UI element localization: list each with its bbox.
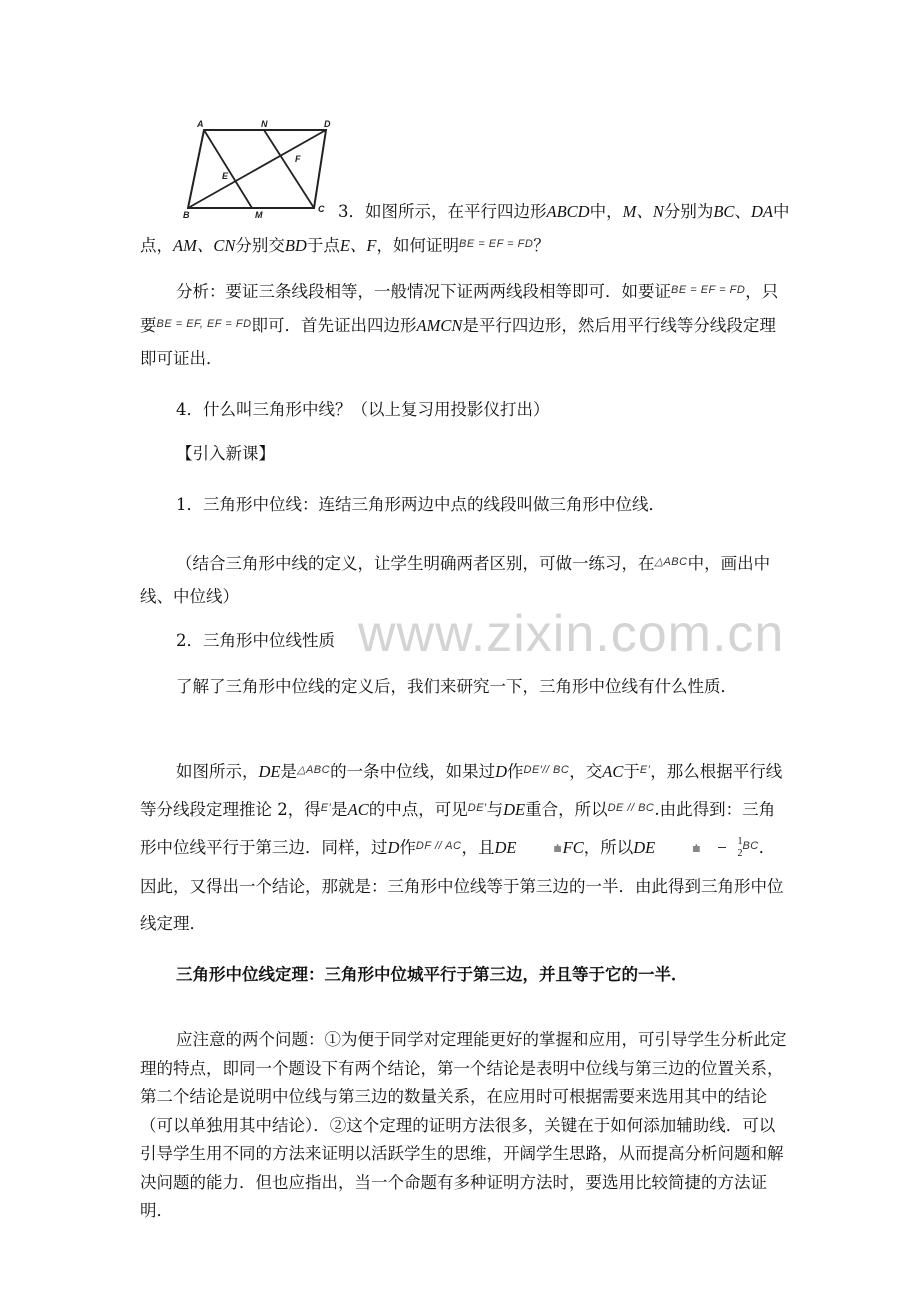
math-be-ef-fd: BE = EF = FD <box>459 238 534 250</box>
label-d: D <box>324 119 331 129</box>
parallel-equal-symbol: ⩧ <box>553 841 562 857</box>
math-de-prime-parallel-bc: DE′// BC <box>523 764 570 776</box>
definition-midline: 1．三角形中位线：连结三角形两边中点的线段叫做三角形中位线． <box>176 495 665 514</box>
section-title: 【引入新课】 <box>176 444 275 463</box>
math-df-parallel-ac: DF // AC <box>415 840 462 852</box>
math-bc: BC <box>742 840 759 852</box>
math-de-parallel-bc: DE // BC <box>607 802 655 814</box>
property-title: 2．三角形中位线性质 <box>176 631 335 650</box>
math-triangle-abc: △ABC <box>654 556 688 568</box>
label-a: A <box>197 119 204 129</box>
math-de-prime: DE′ <box>467 802 487 814</box>
watermark: www.zixin.com.cn <box>358 605 785 663</box>
theorem-statement: 三角形中位线定理：三角形中位城平行于第三边，并且等于它的一半． <box>176 965 688 984</box>
proof-paragraph: 如图所示，DE是$^{\triangle ABC}$的一条中位线，如果过D作$^{DE'// BC}$，交AC于$^{E'}$，那么根据平行线等分线段定理推论 2，得$^{E'}$是AC的中点，可见$^{DE'}$与DE重合，所以$^{DE // BC}$.由此得到：三角形中位线平行于第三边．同样，过D作$^{DF // AC}$，且DE ⩧FC，所以DE ⩧ $\frac{1}{2}$ $^{BC}$．因此，又得出一个结论，那就是：三角形中位线等于第三边的一半．由此得到三角形中位线定理． <box>140 762 784 933</box>
note-paragraph: （结合三角形中线的定义，让学生明确两者区别，可做一练习，在$^{\triangle ABC}$中，画出中线、中位线） <box>140 554 771 606</box>
analysis-paragraph: 分析：要证三条线段相等，一般情况下证两两线段相等即可．如要证$^{BE = EF = FD}$，只要$^{BE = EF, EF = FD}$即可．首先证出四边形AMCN是平行四边形，然后用平行线等分线段定理即可证出． <box>140 282 779 368</box>
math-be-ef-ef-fd: BE = EF, EF = FD <box>156 318 252 330</box>
math-e-prime: E′ <box>639 764 651 776</box>
label-f: F <box>295 154 301 164</box>
question-3: 3．如图所示，在平行四边形ABCD中，M、N分别为BC、DA中点，AM、CN分别交BD于点E、F，如何证明$^{BE = EF = FD}$？ <box>140 202 790 255</box>
label-m: M <box>255 210 263 220</box>
math-triangle-abc: △ABC <box>297 764 331 776</box>
fraction-one-half: $\frac{1}{2}$ <box>701 836 742 859</box>
q3-number: 3．如图所示，在平行四边形 <box>338 202 547 221</box>
notes-paragraph: 应注意的两个问题：①为便于同学对定理能更好的掌握和应用，可引导学生分析此定理的特点，即同一个题设下有两个结论，第一个结论是表明中位线与第三边的位置关系，第二个结论是说明中位线与第三边的数量关系，在应用时可根据需要来选用其中的结论（可以单独用其中结论）．②这个定理的证明方法很多，关键在于如何添加辅助线．可以引导学生用不同的方法来证明以活跃学生的思维，开阔学生思路，从而提高分析问题和解决问题的能力．但也应指出，当一个命题有多种证明方法时，要选用比较简捷的方法证明． <box>140 1030 787 1220</box>
label-b: B <box>183 210 190 220</box>
var-abcd: ABCD <box>546 202 590 221</box>
label-c: C <box>318 204 325 214</box>
math-be-ef-fd: BE = EF = FD <box>671 284 746 296</box>
math-e-prime: E′ <box>320 802 332 814</box>
intro-paragraph: 了解了三角形中位线的定义后，我们来研究一下，三角形中位线有什么性质． <box>176 677 737 696</box>
label-n: N <box>261 119 268 129</box>
label-e: E <box>222 171 229 181</box>
parallel-equal-symbol: ⩧ <box>692 841 701 857</box>
question-4: 4．什么叫三角形中线？（以上复习用投影仪打出） <box>176 400 550 419</box>
